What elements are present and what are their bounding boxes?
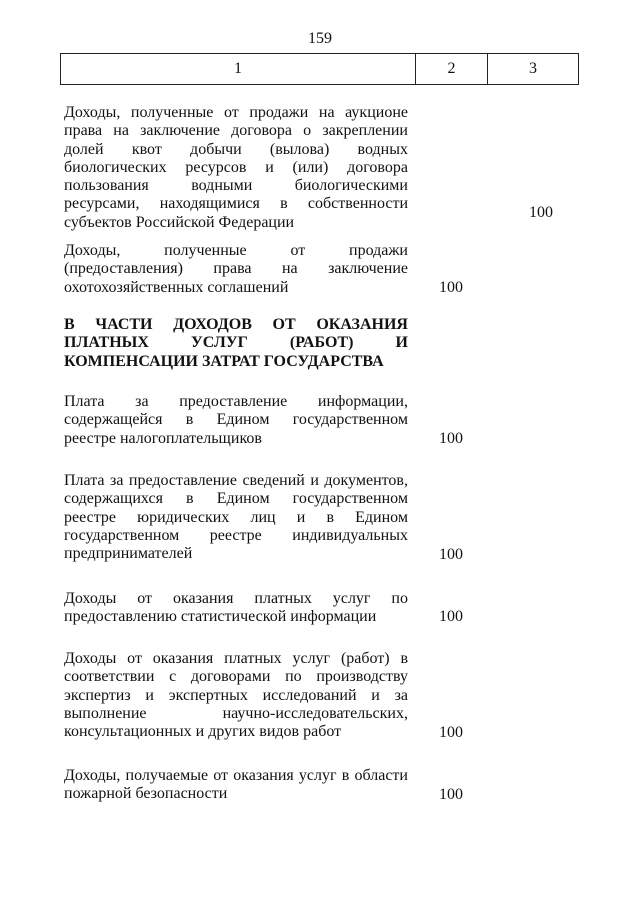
heading-line: В ЧАСТИ ДОХОДОВ ОТ ОКАЗАНИЯ bbox=[64, 316, 408, 333]
entry-line: биологических ресурсов и (или) договора bbox=[64, 158, 408, 176]
entry-line: охотохозяйственных соглашений bbox=[64, 278, 289, 296]
revenue-entry-taxpayer-register bbox=[64, 393, 408, 448]
entry-line: государственном реестре индивидуальных bbox=[64, 526, 408, 544]
entry-line: предпринимателей bbox=[64, 545, 193, 563]
entry-line: Доходы, получаемые от оказания услуг в области bbox=[64, 767, 408, 784]
entry-line: реестре налогоплательщиков bbox=[64, 429, 262, 447]
entry-line: долей квот добычи (вылова) водных bbox=[64, 140, 408, 158]
section-heading bbox=[64, 316, 408, 371]
entry-line: Доходы, полученные от продажи на аукционе bbox=[64, 104, 408, 121]
value-col2: 100 bbox=[439, 546, 463, 563]
entry-line: экспертиз и экспертных исследований и за bbox=[64, 686, 408, 704]
entry-line: субъектов Российской Федерации bbox=[64, 213, 295, 231]
entry-line: выполнение научно-исследовательских, bbox=[64, 704, 408, 722]
entry-line: реестре юридических лиц и в Едином bbox=[64, 508, 408, 526]
entry-line: Плата за предоставление сведений и документов, bbox=[64, 472, 408, 489]
entry-line: Плата за предоставление информации, bbox=[64, 393, 408, 410]
value-col2: 100 bbox=[439, 608, 463, 625]
value-col2: 100 bbox=[439, 430, 463, 447]
value-col2: 100 bbox=[439, 786, 463, 803]
page-number: 159 bbox=[308, 30, 332, 47]
heading-line: КОМПЕНСАЦИИ ЗАТРАТ ГОСУДАРСТВА bbox=[64, 352, 384, 370]
column-header-2: 2 bbox=[416, 54, 488, 85]
entry-line: ресурсами, находящимися в собственности bbox=[64, 195, 408, 213]
entry-line: содержащихся в Едином государственном bbox=[64, 490, 408, 508]
revenue-entry-hunting-agreements bbox=[64, 242, 408, 297]
heading-line: ПЛАТНЫХ УСЛУГ (РАБОТ) И bbox=[64, 334, 408, 352]
entry-line: Доходы, полученные от продажи bbox=[64, 242, 408, 259]
entry-line: Доходы от оказания платных услуг по bbox=[64, 590, 408, 607]
revenue-entry-aquatic-resources bbox=[64, 104, 408, 232]
value-col2: 100 bbox=[439, 724, 463, 741]
entry-line: Доходы от оказания платных услуг (работ) в bbox=[64, 650, 408, 667]
column-header-3: 3 bbox=[488, 54, 579, 85]
revenue-entry-expertise bbox=[64, 650, 408, 741]
entry-line: права на заключение договора о закреплении bbox=[64, 122, 408, 140]
revenue-entry-statistics bbox=[64, 590, 408, 627]
value-col2: 100 bbox=[439, 279, 463, 296]
entry-line: содержащейся в Едином государственном bbox=[64, 411, 408, 429]
value-col3: 100 bbox=[529, 204, 553, 221]
entry-line: соответствии с договорами по производству bbox=[64, 668, 408, 686]
entry-line: (предоставления) права на заключение bbox=[64, 260, 408, 278]
entry-line: пользования водными биологическими bbox=[64, 177, 408, 195]
revenue-entry-legal-entities-register bbox=[64, 472, 408, 563]
entry-line: пожарной безопасности bbox=[64, 785, 228, 803]
entry-line: консультационных и других видов работ bbox=[64, 723, 342, 741]
revenue-entry-fire-safety bbox=[64, 767, 408, 804]
column-header-1: 1 bbox=[61, 54, 416, 85]
entry-line: предоставлению статистической информации bbox=[64, 608, 377, 626]
column-header-table bbox=[60, 53, 579, 85]
